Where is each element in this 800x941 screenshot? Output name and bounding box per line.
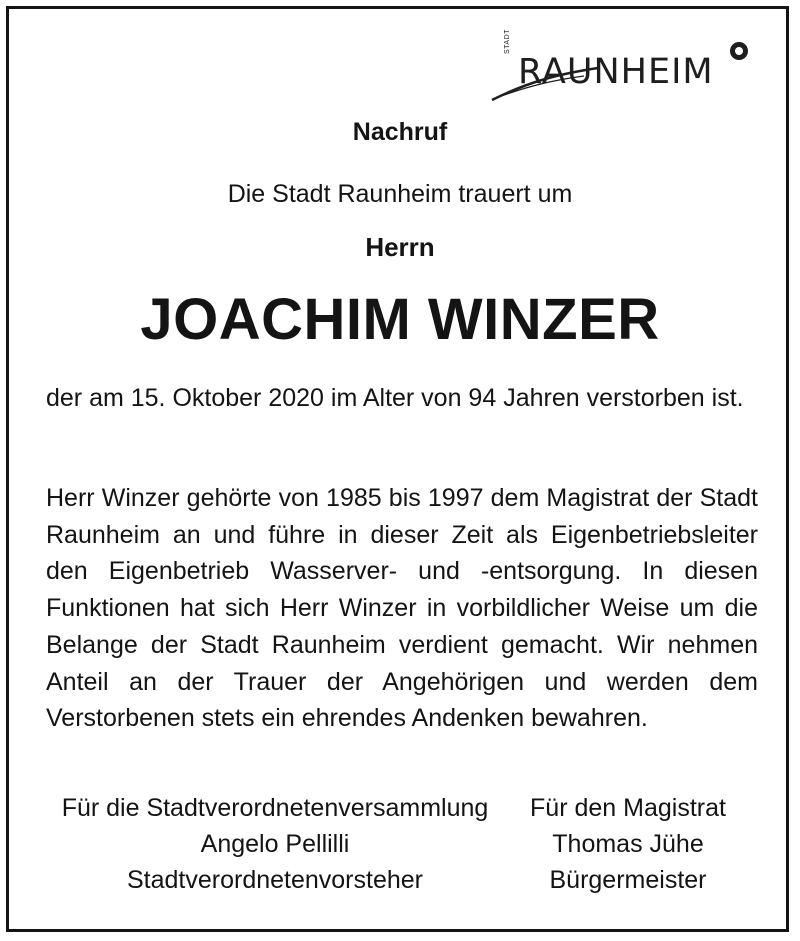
signature-role: Bürgermeister (549, 866, 707, 894)
signature-person: Angelo Pellilli (200, 830, 350, 858)
deceased-name: JOACHIM WINZER (140, 287, 660, 352)
power-circle-icon (730, 42, 748, 60)
signature-block-magistrate (510, 790, 746, 898)
signature-person: Thomas Jühe (552, 830, 704, 858)
logo-stadt-text: STADT (504, 29, 511, 54)
signature-body: Für den Magistrat (530, 794, 726, 822)
salutation: Herrn (365, 232, 435, 262)
tribute-paragraph: Herr Winzer gehörte von 1985 bis 1997 dem Magistrat der Stadt Raunheim an und führe in dieser Zeit als Eigenbetriebsleiter den Eigenbetrieb Wasserver- und -entsorgung. In diesen Funktionen hat sich Herr Winzer in vorbildlicher Weise um die Belange der Stadt Raunheim verdient gemacht. Wir nehmen Anteil an der Trauer der Angehörigen und werden dem Verstorbenen stets ein ehrendes Andenken bewahren. (46, 484, 758, 733)
heading-nachruf: Nachruf (352, 118, 448, 146)
signature-body: Für die Stadtverordnetenversammlung (61, 794, 489, 822)
signature-role: Stadtverordnetenvorsteher (126, 866, 423, 894)
intro-line: Die Stadt Raunheim trauert um (227, 180, 573, 208)
logo-wordmark: RAUNHEIM (518, 52, 714, 92)
death-paragraph: der am 15. Oktober 2020 im Alter von 94 Jahren verstorben ist. (46, 384, 744, 412)
signature-block-council (40, 790, 510, 898)
stadt-raunheim-logo (488, 29, 758, 104)
